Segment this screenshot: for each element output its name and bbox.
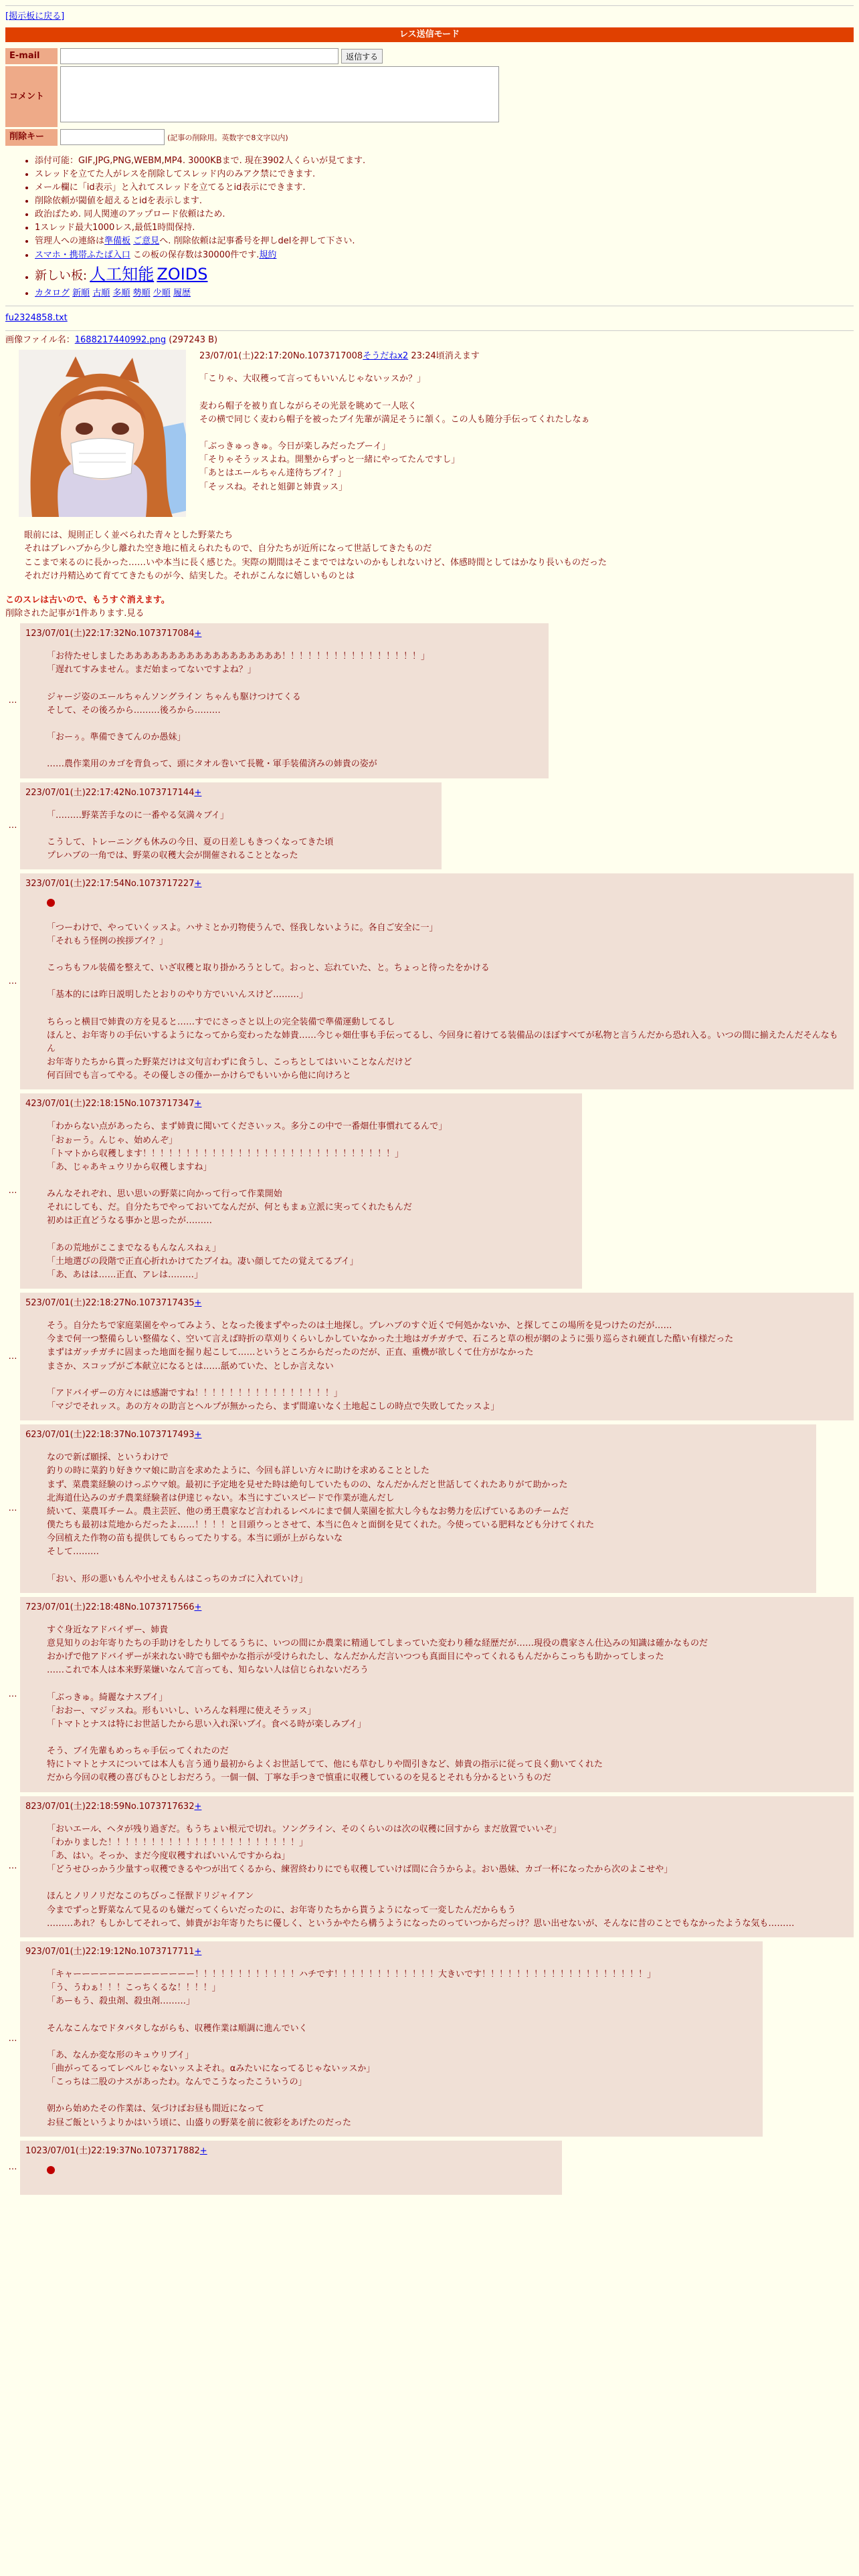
reply-plus-link[interactable]: + <box>194 1099 202 1109</box>
reply-text: 「おいエール、ヘタが残り過ぎだ。もうちょい根元で切れ。ソングライン、そのくらいのは次の収穫に回すから まだ放置でいいぞ」 「わかりました！！！！！！！！！！！！！！！！！！！！！！」 「あ、はい。そっか、まだ今度収穫すればいいんですからね」 「どうせひっかう少量すっ収穫できるやつが出てくるから、練習終わりにでも収穫していけば間に合うからよ。おい愚妹、カゴ一杯になったから次のよこせや」 ほんとノリノリだなこのちびっこ怪獣ドリジャイアン 今までずっと野菜なんて見るのも嫌だってくらいだったのに、お年寄りたちから貰うようになって一変したんだからもう ………あれ？もしかしてそれって、姉貴がお年寄りたちに優しく、というかやたら構うようになったのっていつからだっけ？思い出せないが、そんなに昔のことでもなかったような気も……… <box>47 1824 795 1929</box>
reply-marker: … <box>8 2033 17 2044</box>
reply-list <box>5 623 854 2195</box>
reply-marker: … <box>8 1503 17 1513</box>
reply-body <box>20 1796 854 1937</box>
op-header <box>199 350 590 363</box>
email-label: E-mail <box>5 48 58 64</box>
op-thumbnail[interactable] <box>19 350 186 517</box>
reply-post <box>5 873 854 1089</box>
rule-item <box>35 235 854 248</box>
reply-text: なので新ば願採、というわけで 釣りの時に菜釣り好きウマ娘に助言を求めたように、今回も詳しい方々に助けを求めることとした まず、菜農業経験のけっぷウマ娘。最初に予定地を見せた時は絶句していたものの、なんだかんだと世話してくれたありがて助かった 北海道仕込みのガチ農業経験者は伊達じゃない。本当にすごいスピードで作業が進んだし 続いて、菜農耳チーム。農主芸匠、他の勇王農家など言われるレベルにまで個人菜園を拡大し今もなお勢力を広げているあのチームだ 僕たちも最初は荒地からだったよ……！！！！と目頭ウっとさせて、本当に色々と面倒を見てくれた。今使っている肥料なども分けてくれた 今回植えた作物の苗も提供してもらってたりする。本当に頭が上がらないな そして……… 「おい、形の悪いもんや小せえもんはこっちのカゴに入れていけ」 <box>47 1453 595 1584</box>
reply-body <box>20 1293 854 1420</box>
reply-text: 「わからない点があったら、まず姉貴に聞いてくださいッス。多分この中で一番畑仕事慣れてるんで」 「おぉーう。んじゃ、始めんぞ」 「トマトから収穫します！！！！！！！！！！！！！！！！！！！！！！！！！！！！！」 「あ、じゃあキュウリから収穫しますね」 みんなそれぞれ、思い思いの野菜に向かって行って作業開始 それにしても、だ。自分たちでやっておいてなんだが、何ともまぁ立派に実ってくれたもんだ 初めは正直どうなる事かと思ったが……… 「あの荒地がここまでなるもんなんスねぇ」 「土地選びの段階で正直心折れかけてたブイね。凄い顔してたの覚えてるブイ」 「あ、あはは……正直、アレは………」 <box>47 1121 448 1280</box>
comment-cell <box>58 66 502 127</box>
reply-marker: … <box>8 1689 17 1699</box>
reply-text: すぐ身近なアドバイザー、姉貴 意見知りのお年寄りたちの手助けをしたりしてるうちに、いつの間にか農業に精通してしまっていた変わり種な経歴だが……現役の農家さん仕込みの知識は確かなものだ おかげで他アドバイザーが来れない時でも細やかな指示が受けられたし、なんだかんだ言いつつも真面目にやってくれるもんだからこっちも助かってしまった ……これで本人は本来野菜嫌いなんて言っても、知らない人は信じられないだろう 「ぶっきゅ。綺麗なナスブイ」 「おおー、マジッスね。形もいいし、いろんな料理に使えそうッス」 「トマトとナスは特にお世話したから思い入れ深いブイ。食べる時が楽しみブイ」 そう、ブイ先輩もめっちゃ手伝ってくれたのだ 特にトマトとナスについては本人も言う通り最初からよくお世話してて、他にも草むしりや間引きなど、姉貴の指示に従って良く動いてくれた だから今回の収穫の喜びもひとしおだろう。一個一個、丁寧な手つきで慎重に収穫しているのを見るとそれも分かるというものだ <box>47 1624 708 1784</box>
reply-post <box>5 782 854 870</box>
sodane-link[interactable]: そうだねx2 <box>363 351 409 362</box>
board-link-ai[interactable]: 人工知能 <box>90 264 155 284</box>
reply-date-number: 523/07/01(土)22:18:27No.1073717435 <box>25 1298 195 1309</box>
thread-txt-link[interactable]: fu2324858.txt <box>5 313 68 324</box>
delete-key-field[interactable] <box>60 129 165 145</box>
new-boards-item <box>35 262 854 287</box>
rule-contact-text: 管理人への連絡は <box>35 236 105 247</box>
sort-new-link[interactable]: 新順 <box>72 288 90 298</box>
reply-marker: … <box>8 1186 17 1196</box>
reply-body <box>20 2141 562 2195</box>
reply-date-number: 823/07/01(土)22:18:59No.1073717632 <box>25 1801 195 1812</box>
reply-plus-link[interactable]: + <box>199 2145 207 2156</box>
rule-contact-tail: へ. 削除依頼は記事番号を押しdelを押して下さい. <box>159 236 355 247</box>
delkey-label: 削除キー <box>5 129 58 145</box>
reply-text: 「………野菜苦手なのに一番やる気満々ブイ」 こうして、トレーニングも休みの今日、夏の日差しもきつくなってきた頃 プレハブの一角では、野菜の収穫大会が開催されることとなった <box>47 810 334 861</box>
email-cell <box>58 48 502 64</box>
rule-item: • スレッドを立てた人がレスを削除してスレッド内のみアク禁にできます. <box>35 168 854 181</box>
reply-body <box>20 1093 582 1289</box>
reply-post <box>5 1597 854 1792</box>
reply-header <box>25 2145 551 2158</box>
reply-date-number: 423/07/01(土)22:18:15No.1073717347 <box>25 1099 195 1109</box>
reply-plus-link[interactable]: + <box>194 1298 202 1309</box>
op-file-info <box>5 334 854 347</box>
reply-header <box>25 627 538 641</box>
submit-reply-button[interactable]: 返信する <box>341 49 383 64</box>
reply-header <box>25 1800 843 1814</box>
reply-plus-link[interactable]: + <box>194 629 202 639</box>
reply-body <box>20 873 854 1089</box>
reply-date-number: 123/07/01(土)22:17:32No.1073717084 <box>25 629 195 639</box>
reply-body <box>20 1941 763 2137</box>
reply-plus-link[interactable]: + <box>194 1801 202 1812</box>
op-post <box>5 350 854 517</box>
rule-item: • 削除依頼が閾値を超えるとidを表示します. <box>35 195 854 208</box>
reply-post <box>5 1796 854 1937</box>
divider <box>5 330 854 331</box>
mobile-entry-link[interactable]: スマホ・携帯ふたば入口 <box>35 249 130 260</box>
reply-body <box>20 1424 816 1593</box>
sort-old-link[interactable]: 古順 <box>92 288 110 298</box>
reply-plus-link[interactable]: + <box>194 1602 202 1612</box>
reply-post <box>5 1424 854 1593</box>
reply-text: そう。自分たちで家庭菜園をやってみよう、となった後まずやったのは土地探し。プレハブのすぐ近くで何処かないか、と探してこの場所を見つけたのだが…… 今まで何一つ整備らしい整備なく、空いて言えば時折の草刈りくらいしかしていなかった土地はガチガチで、石ころと草の根が網のように張り巡らされ硬直した酷い有様だった まずはガッチガチに固まった地面を掘り起こして……というところからだったのだが、正直、重機が欲しくて仕方がなかった まさか、スコップがご本献立になるとは……舐めていた、としか言えない 「アドバイザーの方々には感謝ですね！！！！！！！！！！！！！！！！」 「マジでそれッス。あの方々の助言とヘルプが無かったら、まず間違いなく土地起こしの時点で失敗してたッスよ」 <box>47 1321 734 1412</box>
email-field[interactable] <box>60 48 339 64</box>
rule-storage-text: この板の保存数は30000件です. <box>132 249 260 260</box>
reply-date-number: 1023/07/01(土)22:19:37No.1073717882 <box>25 2145 200 2156</box>
rule-item: • 政治ばため. 同人関連のアップロード依頼はため. <box>35 208 854 221</box>
feedback-link[interactable]: ご意見 <box>133 236 160 247</box>
rule-item: • 1スレッド最大1000レス,最低1時間保持. <box>35 221 854 235</box>
prep-board-link[interactable]: 準備板 <box>104 236 131 247</box>
reply-plus-link[interactable]: + <box>194 787 202 798</box>
rule-item: • メール欄に「id表示」と入れてスレッドを立てるとid表示にできます. <box>35 181 854 195</box>
comment-label: コメント <box>5 66 58 127</box>
file-size: (297243 B) <box>169 335 218 346</box>
op-expire-time: 23:24頃消えます <box>411 351 480 362</box>
thread-expire-warning: このスレは古いので、もうすぐ消えます。 <box>5 595 170 605</box>
delkey-cell <box>58 129 502 145</box>
reply-header <box>25 1297 843 1310</box>
comment-field[interactable] <box>60 66 499 122</box>
history-link[interactable]: 履歴 <box>173 288 191 298</box>
deleted-posts-note: 削除された記事が1件あります.見る <box>5 609 145 619</box>
rule-item: • 添付可能：GIF,JPG,PNG,WEBM,MP4. 3000KBまで. 現在3902人くらいが見てます. <box>35 154 854 168</box>
reply-date-number: 323/07/01(土)22:17:54No.1073717227 <box>25 879 195 889</box>
reply-date-number: 723/07/01(土)22:18:48No.1073717566 <box>25 1602 195 1612</box>
reply-text: 「キャーーーーーーーーーーーーーー！！！！！！！！！！！！ハチです！！！！！！！！！！！！大きいです！！！！！！！！！！！！！！！！！！！」 「う、うわぁ！！！こっちくるな！！！！」 「あーもう、殺虫剤、殺虫剤………」 そんなこんなでドタバタしながらも、収穫作業は順調に進んでいく 「あ、なんか変な形のキュウリブイ」 「曲がってるってレベルじゃないッスよそれ。αみたいになってるじゃないッスか」 「こっちは二股のナスがあったわ。なんでこうなったこういうの」 朝から始めたその作業は、気づけばお昼も間近になって お昼ご飯というよりかはいう頃に、山盛りの野菜を前に彼彩をあげたのだった <box>47 1969 656 2128</box>
reply-post <box>5 1093 854 1289</box>
back-to-board-link[interactable]: [掲示板に戻る] <box>5 11 65 21</box>
rules-list <box>5 154 854 300</box>
op-text: 「こりゃ、大収穫って言ってもいいんじゃないッスか？」 麦わら帽子を被り直しながらその光景を眺めて一人呟く その横で同じく麦わら帽子を被ったブイ先輩が満足そうに頷く。この人も随分手伝ってくれたしなぁ 「ぶっきゅっきゅ。今日が楽しみだったブーイ」 「そりゃそうッスよね。開墾からずっと一緒にやってたんですし」 「あとはエールちゃん達待ちブイ？」 「そッスね。それと姐御と姉貴ッス」 <box>199 374 590 492</box>
file-label: 画像ファイル名： <box>5 335 75 346</box>
rule-item <box>35 249 854 262</box>
reply-plus-link[interactable]: + <box>194 1946 202 1957</box>
back-link-wrap <box>5 10 854 23</box>
terms-link[interactable]: 規約 <box>259 249 277 260</box>
top-divider <box>5 5 854 6</box>
reply-header <box>25 786 431 800</box>
reply-text: 「つーわけで、やっていくッスよ。ハサミとか刃物使うんで、怪我しないように。各自ご安全に一」 「それもう怪例の挨拶ブイ？」 こっちもフル装備を整えて、いざ収穫と取り掛かろうとして。おっと、忘れていた、と。ちょっと待ったをかける 「基本的には昨日説明したとおりのやり方でいいんスけど………」 ちらっと横目で姉貴の方を見ると……すでにさっさと以上の完全装備で準備運動してるし ほんと、お年寄りの手伝いするようになってから変わったな姉貴……今じゃ畑仕事も手伝ってるし、今回身に着けてる装備品のほぼすべてが私物と言うんだから恐れ入る。いつの間に揃えたんだそんなもん お年寄りたちから貰った野菜だけは文句言わずに食うし、こっちとしてはいいことなんだけど 何百回でも言ってやる。その優しさの僅かーかけらでもいいから他に向けろと <box>47 922 838 1081</box>
reply-text: 「お待たせしましたああああああああああああああああああ！！！！！！！！！！！！！！！！」 「遅れてすみません。まだ始まってないですよね？」 ジャージ姿のエールちゃんソングライン ちゃんも駆けつけてくる そして、その後ろから………後ろから……… 「おーぅ。準備できてんのか愚妹」 ……農作業用のカゴを背負って、頭にタオル巻いて長靴・軍手装備済みの姉貴の姿が <box>47 651 430 770</box>
reply-marker: … <box>8 695 17 706</box>
delkey-note: (記事の削除用。英数字で8文字以内) <box>167 133 288 142</box>
reply-post <box>5 1941 854 2137</box>
reply-body <box>20 1597 854 1792</box>
reply-post <box>5 623 854 778</box>
sort-momentum-link[interactable]: 勢順 <box>132 288 151 298</box>
op-image-link[interactable]: 1688217440992.png <box>74 335 167 346</box>
reply-plus-link[interactable]: + <box>194 879 202 889</box>
op-content <box>199 350 590 517</box>
sort-many-link[interactable]: 多順 <box>112 288 130 298</box>
reply-mode-bar: レス送信モード <box>5 27 854 42</box>
bullet-dot-icon <box>47 899 55 907</box>
op-date-number: 23/07/01(土)22:17:20No.1073717008 <box>199 351 363 362</box>
reply-header <box>25 877 843 891</box>
reply-marker: … <box>8 1351 17 1362</box>
reply-body <box>20 623 549 778</box>
reply-header <box>25 1601 843 1614</box>
reply-header <box>25 1428 805 1442</box>
sort-few-link[interactable]: 少順 <box>153 288 171 298</box>
reply-date-number: 223/07/01(土)22:17:42No.1073717144 <box>25 787 195 798</box>
reply-body <box>20 782 442 870</box>
reply-date-number: 923/07/01(土)22:19:12No.1073717711 <box>25 1946 195 1957</box>
reply-post <box>5 2141 854 2195</box>
reply-header <box>25 1097 571 1111</box>
bullet-dot-icon <box>47 2166 55 2174</box>
reply-marker: … <box>8 976 17 986</box>
reply-marker: … <box>8 1861 17 1872</box>
reply-post <box>5 1293 854 1420</box>
new-boards-label: 新しい板: <box>35 268 88 283</box>
reply-marker: … <box>8 2162 17 2173</box>
reply-marker: … <box>8 820 17 831</box>
reply-date-number: 623/07/01(土)22:18:37No.1073717493 <box>25 1430 195 1440</box>
horse-girl-illustration-icon <box>19 350 186 517</box>
op-text-continued: 眼前には、規則正しく並べられた青々とした野菜たち それはブレハブから少し離れた空き地に植えられたもので、自分たちが近所になって世話してきたものだ ここまで来るのに長かった……いや本当に長く感じた。実際の期間はそこまでではないのかもしれないけど、体感時間としてはかなり長いものだった それだけ丹精込めて育ててきたものが今、結実した。それがこんなに嬉しいものとは <box>24 530 607 581</box>
reply-plus-link[interactable]: + <box>194 1430 202 1440</box>
catalog-link[interactable]: カタログ <box>35 288 70 298</box>
catalog-links-item <box>35 287 854 300</box>
reply-form <box>5 46 502 147</box>
board-link-zoids[interactable]: ZOIDS <box>157 264 208 284</box>
reply-header <box>25 1945 752 1959</box>
